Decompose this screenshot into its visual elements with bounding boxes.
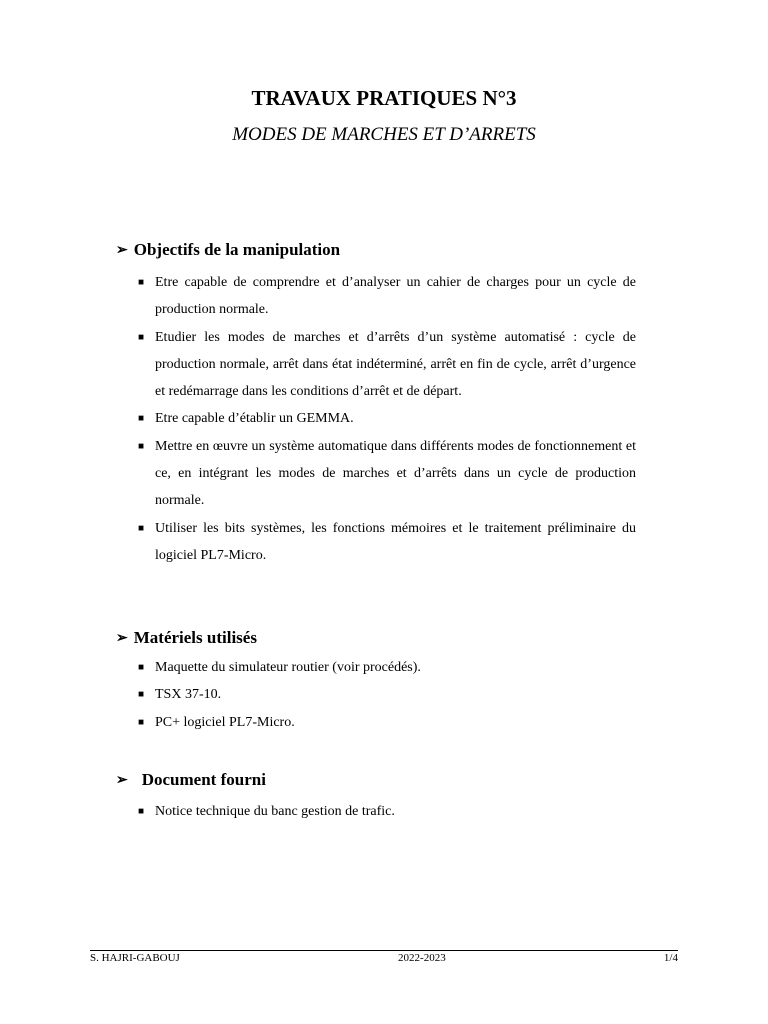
list-item xyxy=(116,798,636,825)
square-bullet-icon: ■ xyxy=(138,716,145,728)
list-item-text: Maquette du simulateur routier (voir procédés). xyxy=(155,660,421,675)
list-item-text: Mettre en œuvre un système automatique dans différents modes de fonctionnement et ce, en intégrant les modes de marches et d’arrêts dans un cycle de production normale. xyxy=(155,438,636,509)
list-item xyxy=(116,433,636,515)
square-bullet-icon: ■ xyxy=(138,413,145,425)
list-item xyxy=(116,515,636,570)
section-materials xyxy=(116,628,636,736)
page-title: TRAVAUX PRATIQUES N°3 xyxy=(251,86,517,110)
square-bullet-icon: ■ xyxy=(138,277,145,288)
list-item xyxy=(116,681,636,708)
arrow-bullet-icon: ➢ xyxy=(116,242,128,258)
list-item-text: PC+ logiciel PL7-Micro. xyxy=(155,714,295,730)
section-heading-text: Objectifs de la manipulation xyxy=(133,240,341,259)
list-item-text: TSX 37-10. xyxy=(155,687,222,703)
section-heading xyxy=(116,628,636,648)
square-bullet-icon: ■ xyxy=(138,806,145,817)
list-item-text: Etudier les modes de marches et d’arrêts d’un système automatisé : cycle de production normale, arrêt dans état indéterminé, arrêt en fin de cycle, arrêt d’urgence et redémarrage dans les conditions d’arrêt et de départ. xyxy=(155,329,636,400)
list-item-text: Notice technique du banc gestion de trafic. xyxy=(155,804,395,819)
square-bullet-icon: ■ xyxy=(138,689,145,701)
document-list xyxy=(116,798,636,825)
footer-page-number: 1/4 xyxy=(663,952,678,964)
arrow-bullet-icon: ➢ xyxy=(116,630,128,646)
list-item xyxy=(116,405,636,432)
list-item xyxy=(116,654,636,681)
list-item xyxy=(116,324,636,406)
section-heading-text: Matériels utilisés xyxy=(133,628,257,647)
square-bullet-icon: ■ xyxy=(138,662,145,673)
list-item-text: Utiliser les bits systèmes, les fonctions mémoires et le traitement préliminaire du logiciel PL7-Micro. xyxy=(155,520,636,563)
page-subtitle: MODES DE MARCHES ET D’ARRETS xyxy=(232,124,536,145)
list-item xyxy=(116,709,636,736)
section-heading xyxy=(116,770,636,790)
arrow-bullet-icon: ➢ xyxy=(116,772,128,788)
section-heading xyxy=(116,240,636,260)
footer-author: S. HAJRI-GABOUJ xyxy=(90,952,180,964)
section-objectives xyxy=(116,240,636,569)
footer-year: 2022-2023 xyxy=(398,952,446,964)
footer-divider xyxy=(90,950,678,951)
section-document xyxy=(116,770,636,825)
list-item-text: Etre capable d’établir un GEMMA. xyxy=(155,411,354,427)
square-bullet-icon: ■ xyxy=(138,440,145,452)
list-item-text: Etre capable de comprendre et d’analyser un cahier de charges pour un cycle de production normale. xyxy=(155,275,636,318)
section-heading-text: Document fourni xyxy=(141,770,266,789)
objectives-list xyxy=(116,269,636,569)
page-footer xyxy=(90,952,678,964)
square-bullet-icon: ■ xyxy=(138,522,145,534)
list-item xyxy=(116,269,636,324)
square-bullet-icon: ■ xyxy=(138,331,145,343)
materials-list xyxy=(116,654,636,736)
